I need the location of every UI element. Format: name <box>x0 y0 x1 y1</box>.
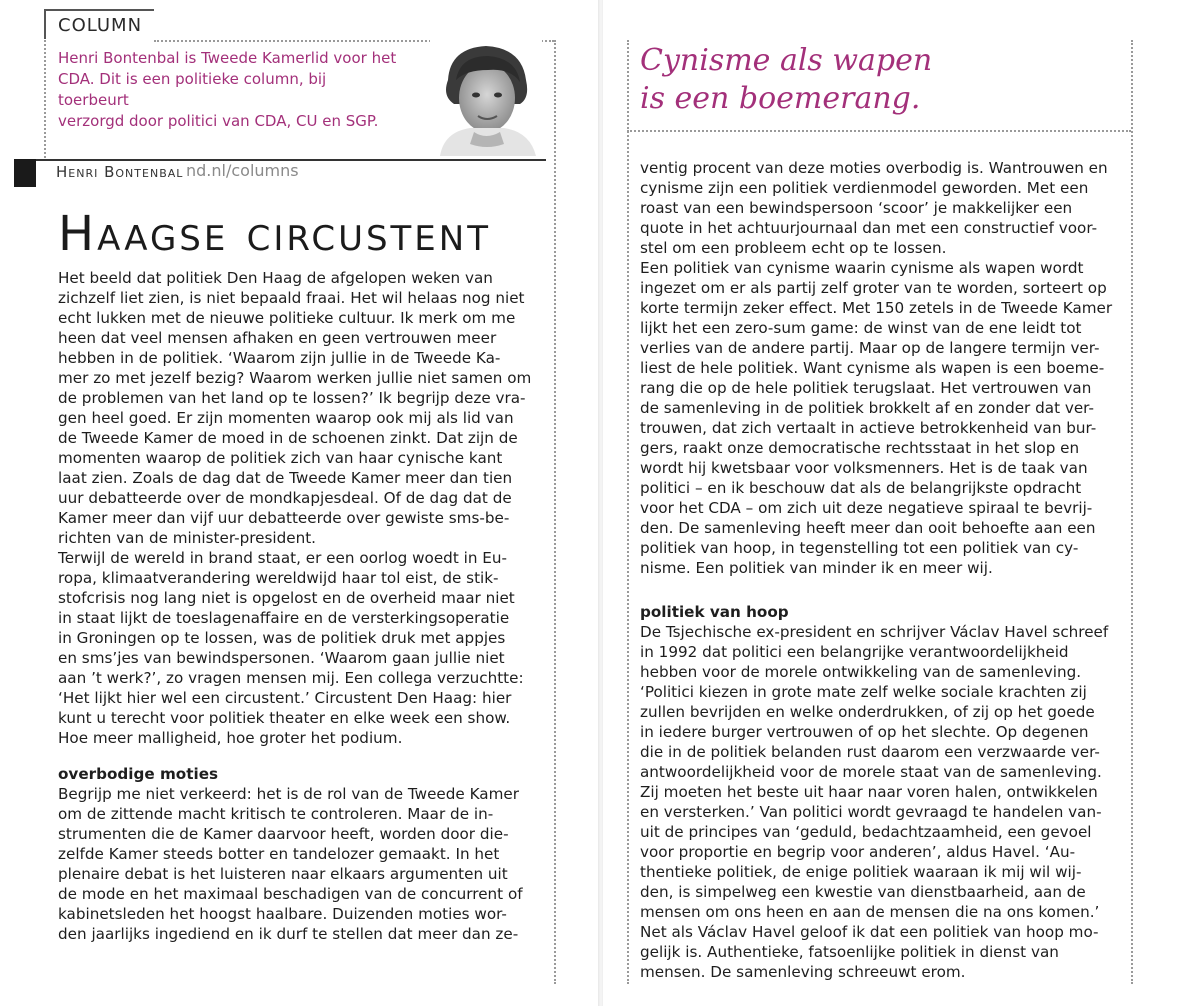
quote-divider <box>627 130 1131 132</box>
paragraph-2 <box>58 548 548 748</box>
text-line: gelijk is. Authentieke, fatsoenlijke politiek in dienst van <box>640 943 1059 961</box>
text-line: zelfde Kamer steeds botter en tandelozer gemaakt. In het <box>58 845 500 863</box>
author-portrait <box>430 40 542 156</box>
portrait-image <box>430 40 542 156</box>
right-body <box>640 158 1120 982</box>
text-line: de problemen van het land op te lossen?’ Ik begrijp deze vra- <box>58 389 526 407</box>
left-body <box>58 268 548 944</box>
text-line: gen heel goed. Er zijn momenten waarop ook mij als lid van <box>58 409 514 427</box>
text-line: nisme. Een politiek van minder ik en meer wij. <box>640 559 993 577</box>
text-line: strumenten die de Kamer daarvoor heeft, worden door die- <box>58 825 509 843</box>
text-line: quote in het achtuurjournaal dan met een constructief voor- <box>640 219 1098 237</box>
text-line: om de zittende macht kritisch te controleren. Maar de in- <box>58 805 494 823</box>
text-line: heen dat veel mensen afhaken en geen vertrouwen meer <box>58 329 497 347</box>
text-line: stel om een probleem echt op te lossen. <box>640 239 947 257</box>
text-line: de samenleving in de politiek brokkelt af en zonder dat ver- <box>640 399 1094 417</box>
text-line: ‘Het lijkt hier wel een circustent.’ Circustent Den Haag: hier <box>58 689 512 707</box>
text-line: in staat lijkt de toeslagenaffaire en de versterkingsoperatie <box>58 609 510 627</box>
text-line: plenaire debat is het luisteren naar elkaars argumenten uit <box>58 865 508 883</box>
frame-dotted-left <box>627 40 629 984</box>
text-line: De Tsjechische ex-president en schrijver Václav Havel schreef <box>640 623 1109 641</box>
text-line: de Tweede Kamer de moed in de schoenen zinkt. Dat zijn de <box>58 429 518 447</box>
byline-marker <box>14 159 36 187</box>
text-line: Het beeld dat politiek Den Haag de afgelopen weken van <box>58 269 493 287</box>
text-line: hebben in de politiek. ‘Waarom zijn jullie in de Tweede Ka- <box>58 349 501 367</box>
text-line: politiek van hoop, in tegenstelling tot een politiek van cy- <box>640 539 1079 557</box>
paragraph-1 <box>58 268 548 548</box>
text-line: en versterken.’ Van politici wordt gevraagd te handelen van- <box>640 803 1102 821</box>
text-line: mensen om ons heen en aan de mensen die na ons komen.’ <box>640 903 1100 921</box>
text-line: wordt hij kwetsbaar voor volksmenners. Het is de taak van <box>640 459 1088 477</box>
pull-quote-line: Cynisme als wapen <box>640 43 933 78</box>
text-line: uit de principes van ‘geduld, bedachtzaamheid, een gevoel <box>640 823 1092 841</box>
text-line: ventig procent van deze moties overbodig is. Wantrouwen en <box>640 159 1108 177</box>
text-line: verlies van de andere partij. Maar op de langere termijn ver- <box>640 339 1100 357</box>
text-line: Begrijp me niet verkeerd: het is de rol van de Tweede Kamer <box>58 785 519 803</box>
text-line: Zij moeten het beste uit haar naar voren halen, ontwikkelen <box>640 783 1098 801</box>
frame-dotted-right <box>554 40 556 984</box>
text-line: die in de politiek belanden rust daarom een verzwaarde ver- <box>640 743 1100 761</box>
intro-line: CDA. Dit is een politieke column, bij toerbeurt <box>58 70 327 109</box>
paragraph-4 <box>640 158 1120 258</box>
text-line: den jaarlijks ingediend en ik durf te stellen dat meer dan ze- <box>58 925 519 943</box>
text-line: en sms’jes van bewindspersonen. ‘Waarom gaan jullie niet <box>58 649 505 667</box>
text-line: hebben voor de morele ontwikkeling van de samenleving. <box>640 663 1082 681</box>
text-line: kunt u terecht voor politiek theater en elke week een show. <box>58 709 511 727</box>
intro-line: Henri Bontenbal is Tweede Kamerlid voor het <box>58 49 397 67</box>
text-line: laat zien. Zoals de dag dat de Tweede Kamer meer dan tien <box>58 469 513 487</box>
text-line: richten van de minister-president. <box>58 529 316 547</box>
text-line: stofcrisis nog lang niet is opgelost en de overheid maar niet <box>58 589 515 607</box>
text-line: rang die op de hele politiek terugslaat. Het vertrouwen van <box>640 379 1092 397</box>
text-line: Terwijl de wereld in brand staat, er een oorlog woedt in Eu- <box>58 549 507 567</box>
text-line: zullen bevrijden en welke onderdrukken, of zij op het goede <box>640 703 1095 721</box>
pull-quote <box>640 42 1080 118</box>
text-line: momenten waarop de politiek zich van haar cynische kant <box>58 449 503 467</box>
text-line: lijkt het een zero-sum game: de winst van de ene leidt tot <box>640 319 1082 337</box>
text-line: den. De samenleving heeft meer dan ooit behoefte aan een <box>640 519 1096 537</box>
text-line: trouwen, dat zich vertaalt in actieve betrokkenheid van bur- <box>640 419 1097 437</box>
paragraph-6 <box>640 622 1120 982</box>
author-intro <box>58 48 398 132</box>
intro-line: verzorgd door politici van CDA, CU en SGP. <box>58 112 379 130</box>
pull-quote-line: is een boemerang. <box>640 81 921 116</box>
text-line: ‘Politici kiezen in grote mate zelf welke sociale krachten zij <box>640 683 1087 701</box>
text-line: antwoordelijkheid voor de morele staat van de samenleving. <box>640 763 1102 781</box>
text-line: ingezet om er als partij zelf groter van te worden, sorteert op <box>640 279 1107 297</box>
text-line: Hoe meer malligheid, hoe groter het podium. <box>58 729 403 747</box>
subhead-overbodige-moties: overbodige moties <box>58 765 219 783</box>
text-line: thentieke politiek, de enige politiek waaraan ik mij wil wij- <box>640 863 1082 881</box>
frame-dotted-right <box>1131 40 1133 984</box>
text-line: gers, raakt onze democratische rechtsstaat in het slop en <box>640 439 1080 457</box>
text-line: in 1992 dat politici een belangrijke verantwoordelijkheid <box>640 643 1069 661</box>
columns-link[interactable]: nd.nl/columns <box>186 161 299 180</box>
text-line: in Groningen op te lossen, was de politiek druk met appjes <box>58 629 506 647</box>
text-line: voor proportie en begrip voor anderen’, aldus Havel. ‘Au- <box>640 843 1076 861</box>
text-line: mer zo met jezelf bezig? Waarom werken jullie niet samen om <box>58 369 532 387</box>
author-name: Henri Bontenbal <box>56 163 184 181</box>
text-line: den, is simpelweg een kwestie van dienstbaarheid, aan de <box>640 883 1086 901</box>
text-line: aan ’t werk?’, zo vragen mensen mij. Een collega verzuchtte: <box>58 669 524 687</box>
text-line: politici – en ik beschouw dat als de belangrijkste opdracht <box>640 479 1082 497</box>
text-line: mensen. De samenleving schreeuwt erom. <box>640 963 966 981</box>
text-line: zichzelf liet zien, is niet bepaald fraai. Het wil helaas nog niet <box>58 289 525 307</box>
text-line: voor het CDA – om zich uit deze negatieve spiraal te bevrij- <box>640 499 1093 517</box>
text-line: uur debatteerde over de mondkapjesdeal. Of de dag dat de <box>58 489 512 507</box>
subhead-politiek-van-hoop: politiek van hoop <box>640 603 789 621</box>
text-line: korte termijn zeker effect. Met 150 zetels in de Tweede Kamer <box>640 299 1113 317</box>
text-line: Een politiek van cynisme waarin cynisme als wapen wordt <box>640 259 1084 277</box>
text-line: in iedere burger vertrouwen of op het slechte. Op degenen <box>640 723 1089 741</box>
paragraph-3 <box>58 784 548 944</box>
headline: Haagse circustent <box>58 206 491 262</box>
text-line: liest de hele politiek. Want cynisme als wapen is een boeme- <box>640 359 1105 377</box>
text-line: echt lukken met de nieuwe politieke cultuur. Ik merk om me <box>58 309 516 327</box>
paragraph-5 <box>640 258 1120 578</box>
text-line: roast van een bewindspersoon ‘scoor’ je makkelijker een <box>640 199 1073 217</box>
text-line: Kamer meer dan vijf uur debatteerde over gewiste sms-be- <box>58 509 510 527</box>
text-line: ropa, klimaatverandering wereldwijd haar tol eist, de stik- <box>58 569 499 587</box>
frame-dotted-left <box>44 40 46 158</box>
byline-bar <box>14 159 546 187</box>
column-label: COLUMN <box>44 9 154 39</box>
text-line: Net als Václav Havel geloof ik dat een politiek van hoop mo- <box>640 923 1099 941</box>
text-line: de mode en het maximaal beschadigen van de concurrent of <box>58 885 523 903</box>
text-line: kabinetsleden het hoogst haalbare. Duizenden moties wor- <box>58 905 507 923</box>
text-line: cynisme zijn een politiek verdienmodel geworden. Met een <box>640 179 1089 197</box>
